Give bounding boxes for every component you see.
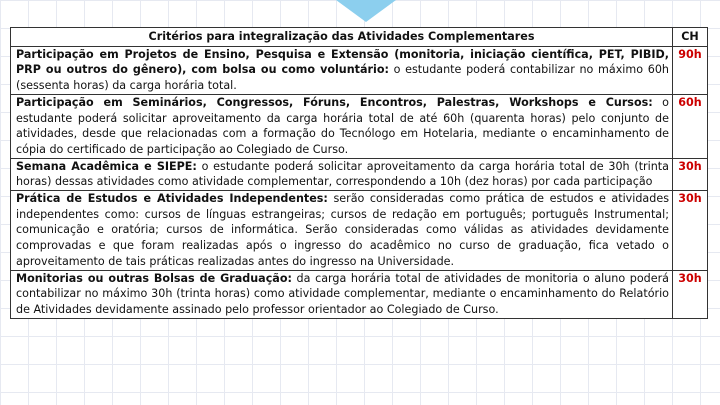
row-hours: 30h: [673, 158, 708, 190]
row-text: o estudante poderá solicitar aproveitamento da carga horária total de 30h (trinta horas) dessas atividades como atividade complementar, correspondendo a 10h (dez horas) por cada participação: [16, 159, 669, 189]
row-title: Prática de Estudos e Atividades Independentes:: [16, 192, 328, 206]
row-text: o estudante poderá solicitar aproveitamento da carga horária total de até 60h (quarenta horas) pelo conjunto de atividades, desde que relacionadas com a formação do Tecnólogo em Hotelaria, mediante o encaminhamento de cópia do certificado de participação ao Colegiado de Curso.: [16, 95, 669, 156]
table-row: [11, 46, 708, 94]
table-row: [11, 191, 708, 271]
row-description: [11, 191, 673, 271]
row-hours: 60h: [673, 94, 708, 158]
row-description: [11, 94, 673, 158]
header-ch: CH: [673, 28, 708, 47]
row-description: [11, 270, 673, 318]
table-row: [11, 94, 708, 158]
row-title: Semana Acadêmica e SIEPE:: [16, 159, 197, 173]
slide-marker-triangle: [336, 0, 396, 22]
row-text: serão consideradas como prática de estudos e atividades independentes como: cursos de línguas estrangeiras; cursos de redação em português; português Instrumental; comunicação e oratória; cursos de informática. Serão consideradas como válidas as atividades devidamente comprovadas e que foram realizadas após o ingresso do acadêmico no curso de graduação, fica vetado o aproveitamento de tais práticas realizadas antes do ingresso na Universidade.: [16, 192, 669, 268]
row-hours: 90h: [673, 46, 708, 94]
table-header-row: [11, 28, 708, 47]
row-hours: 30h: [673, 270, 708, 318]
row-description: [11, 158, 673, 190]
row-description: [11, 46, 673, 94]
row-hours: 30h: [673, 191, 708, 271]
row-title: Participação em Seminários, Congressos, Fóruns, Encontros, Palestras, Workshops e Cursos:: [16, 95, 653, 109]
row-text: o estudante poderá contabilizar no máximo 60h (sessenta horas) da carga horária total.: [16, 63, 669, 93]
header-title: Critérios para integralização das Atividades Complementares: [11, 28, 673, 47]
row-title: Monitorias ou outras Bolsas de Graduação:: [16, 271, 292, 285]
criteria-table: [10, 27, 708, 319]
row-text: da carga horária total de atividades de monitoria o aluno poderá contabilizar no máximo 30h (trinta horas) como atividade complementar, mediante o encaminhamento do Relatório de Atividades devidamente assinado pelo professor orientador ao Colegiado de Curso.: [16, 271, 670, 316]
table-row: [11, 158, 708, 190]
row-title: Participação em Projetos de Ensino, Pesquisa e Extensão (monitoria, iniciação científica, PET, PIBID, PRP ou outros do gênero), com bolsa ou como voluntário:: [16, 47, 669, 77]
table-row: [11, 270, 708, 318]
